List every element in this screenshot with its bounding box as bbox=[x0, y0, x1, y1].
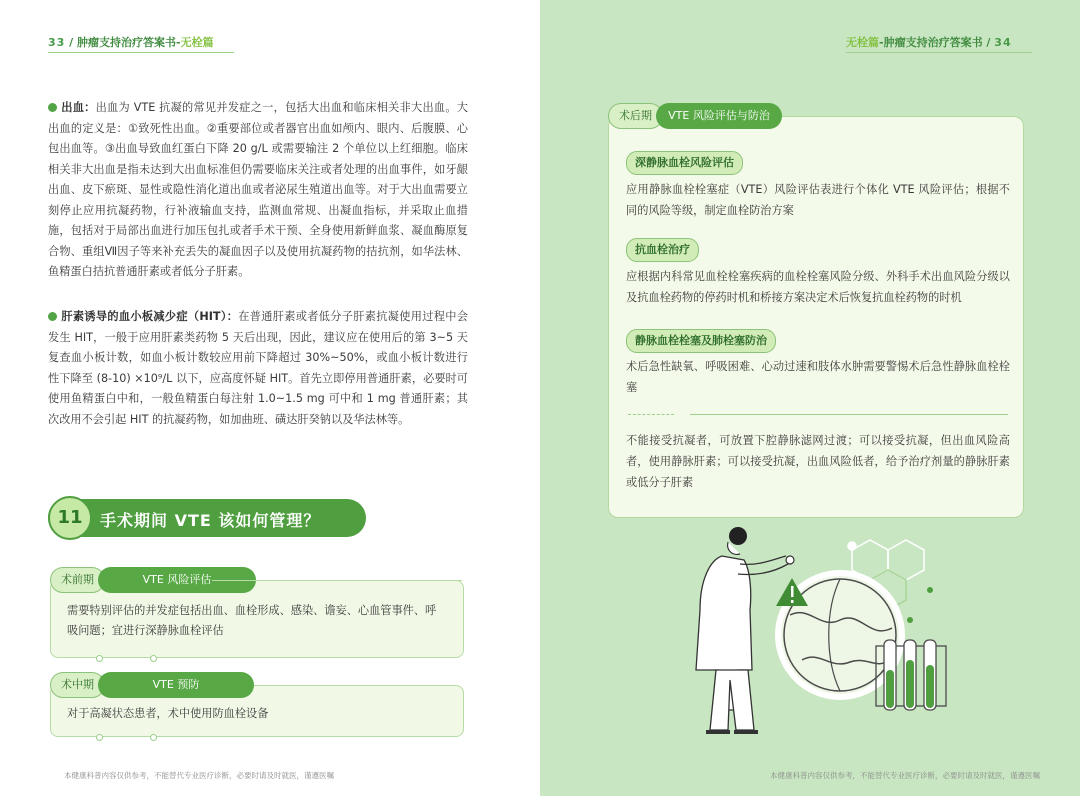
term-bleeding: 出血： bbox=[61, 101, 96, 114]
card-border-line bbox=[212, 580, 462, 581]
text-bleeding: 出血为 VTE 抗凝的常见并发症之一，包括大出血和临床相关非大出血。大出血的定义是：①致死性出血。②重要部位或者器官出血如颅内、眼内、后腹膜、心包出血等。③出血导致血红蛋白下降 20 g/L 或需要输注 2 个单位以上红细胞。临床相关非大出血是指未达到大出血标准但仍需要临床关注或者处理的出血事件，如牙龈出血、皮下瘀斑、显性或隐性消化道出血或者泌尿生殖道出血等。对于大出血需要立刻停止应用抗凝药物，行补液输血支持，监测血常规、出凝血指标，并采取止血措施，包括对于局部出血进行加压包扎或者手术干预、全身使用新鲜血浆、凝血酶原复合物、重组Ⅶ因子等来补充丢失的凝血因子以及使用抗凝药物的拮抗剂，如华法林、鱼精蛋白拮抗普通肝素或者低分子肝素。 bbox=[48, 101, 468, 278]
postop-topic-tag: VTE 风险评估与防治 bbox=[656, 103, 782, 129]
decor-dot bbox=[96, 655, 103, 662]
section-banner bbox=[48, 496, 368, 542]
decor-dot bbox=[150, 655, 157, 662]
subheading-dvt-risk: 深静脉血栓风险评估 bbox=[626, 151, 743, 175]
page-number: 33 bbox=[48, 36, 66, 49]
term-hit: 肝素诱导的血小板减少症（HIT）： bbox=[61, 310, 239, 323]
intraop-text: 对于高凝状态患者，术中使用防血栓设备 bbox=[67, 707, 269, 720]
intraop-stage-tag: 术中期 bbox=[50, 672, 105, 698]
bullet-icon bbox=[48, 103, 57, 112]
preop-topic-tag: VTE 风险评估 bbox=[98, 567, 256, 593]
preop-text: 需要特别评估的并发症包括出血、血栓形成、感染、谵妄、心血管事件、呼吸问题；宜进行深静脉血栓评估 bbox=[67, 604, 437, 637]
preop-stage-tag: 术前期 bbox=[50, 567, 105, 593]
doctor-illustration bbox=[640, 520, 1020, 770]
paragraph-hit bbox=[48, 307, 468, 430]
header-underline bbox=[846, 52, 1032, 53]
test-tube-icon bbox=[876, 640, 946, 710]
postop-stage-tag: 术后期 bbox=[608, 103, 663, 129]
text-vte-pe: 术后急性缺氧、呼吸困难、心动过速和肢体水肿需要警惕术后急性静脉血栓栓塞 bbox=[626, 360, 1010, 394]
section-title: 手术期间 VTE 该如何管理？ bbox=[100, 511, 321, 530]
intraop-tags bbox=[50, 672, 210, 698]
subheading-vte-pe: 静脉血栓栓塞及肺栓塞防治 bbox=[626, 329, 776, 353]
subheading-antithrombotic: 抗血栓治疗 bbox=[626, 238, 699, 262]
divider-dashed bbox=[628, 414, 674, 416]
right-footer: 本健康科普内容仅供参考，不能替代专业医疗诊断，必要时请及时就医，谨遵医嘱 bbox=[770, 771, 1040, 780]
section-name: 无栓篇 bbox=[846, 36, 879, 49]
book-title: 肿瘤支持治疗答案书- bbox=[77, 36, 181, 49]
text-hit: 在普通肝素或者低分子肝素抗凝使用过程中会发生 HIT，一般于应用肝素类药物 5 天后出现，因此，建议应在使用后的第 3~5 天复查血小板计数，如血小板计数较应用前下降超过 30%~50%，或血小板计数进行性下降至 (8-10) ×10⁹/L 以下，应高度怀疑 HIT。首先立即停用普通肝素，必要时可使用鱼精蛋白中和，一般鱼精蛋白每注射 1.0~1.5 mg 可中和 1 mg 普通肝素；其次改用不会引起 HIT 的抗凝药物，如加曲班、磺达肝癸钠以及华法林等。 bbox=[48, 310, 468, 426]
left-footer: 本健康科普内容仅供参考，不能替代专业医疗诊断，必要时请及时就医，谨遵医嘱 bbox=[64, 771, 334, 780]
book-title: -肿瘤支持治疗答案书 bbox=[879, 36, 983, 49]
header-underline bbox=[48, 52, 234, 53]
decor-dot bbox=[150, 734, 157, 741]
text-note: 不能接受抗凝者，可放置下腔静脉滤网过渡；可以接受抗凝，但出血风险高者，使用静脉肝素；可以接受抗凝，出血风险低者，给予治疗剂量的静脉肝素或低分子肝素 bbox=[626, 434, 1010, 489]
section-number: 11 bbox=[48, 496, 92, 540]
postop-tags bbox=[608, 103, 784, 129]
left-header bbox=[48, 34, 214, 50]
preop-tags bbox=[50, 567, 210, 593]
divider-line bbox=[690, 414, 1008, 415]
bullet-icon bbox=[48, 312, 57, 321]
paragraph-bleeding bbox=[48, 98, 468, 283]
text-dvt-risk: 应用静脉血栓栓塞症（VTE）风险评估表进行个体化 VTE 风险评估；根据不同的风险等级，制定血栓防治方案 bbox=[626, 183, 1010, 217]
right-header bbox=[846, 34, 1012, 50]
header-separator: / bbox=[69, 36, 74, 49]
header-separator: / bbox=[986, 36, 991, 49]
decor-dot bbox=[96, 734, 103, 741]
intraop-topic-tag: VTE 预防 bbox=[98, 672, 254, 698]
text-antithrombotic: 应根据内科常见血栓栓塞疾病的血栓栓塞风险分级、外科手术出血风险分级以及抗血栓药物的停药时机和桥接方案决定术后恢复抗血栓药物的时机 bbox=[626, 270, 1010, 304]
section-name: 无栓篇 bbox=[180, 36, 214, 49]
page-number: 34 bbox=[994, 36, 1012, 49]
